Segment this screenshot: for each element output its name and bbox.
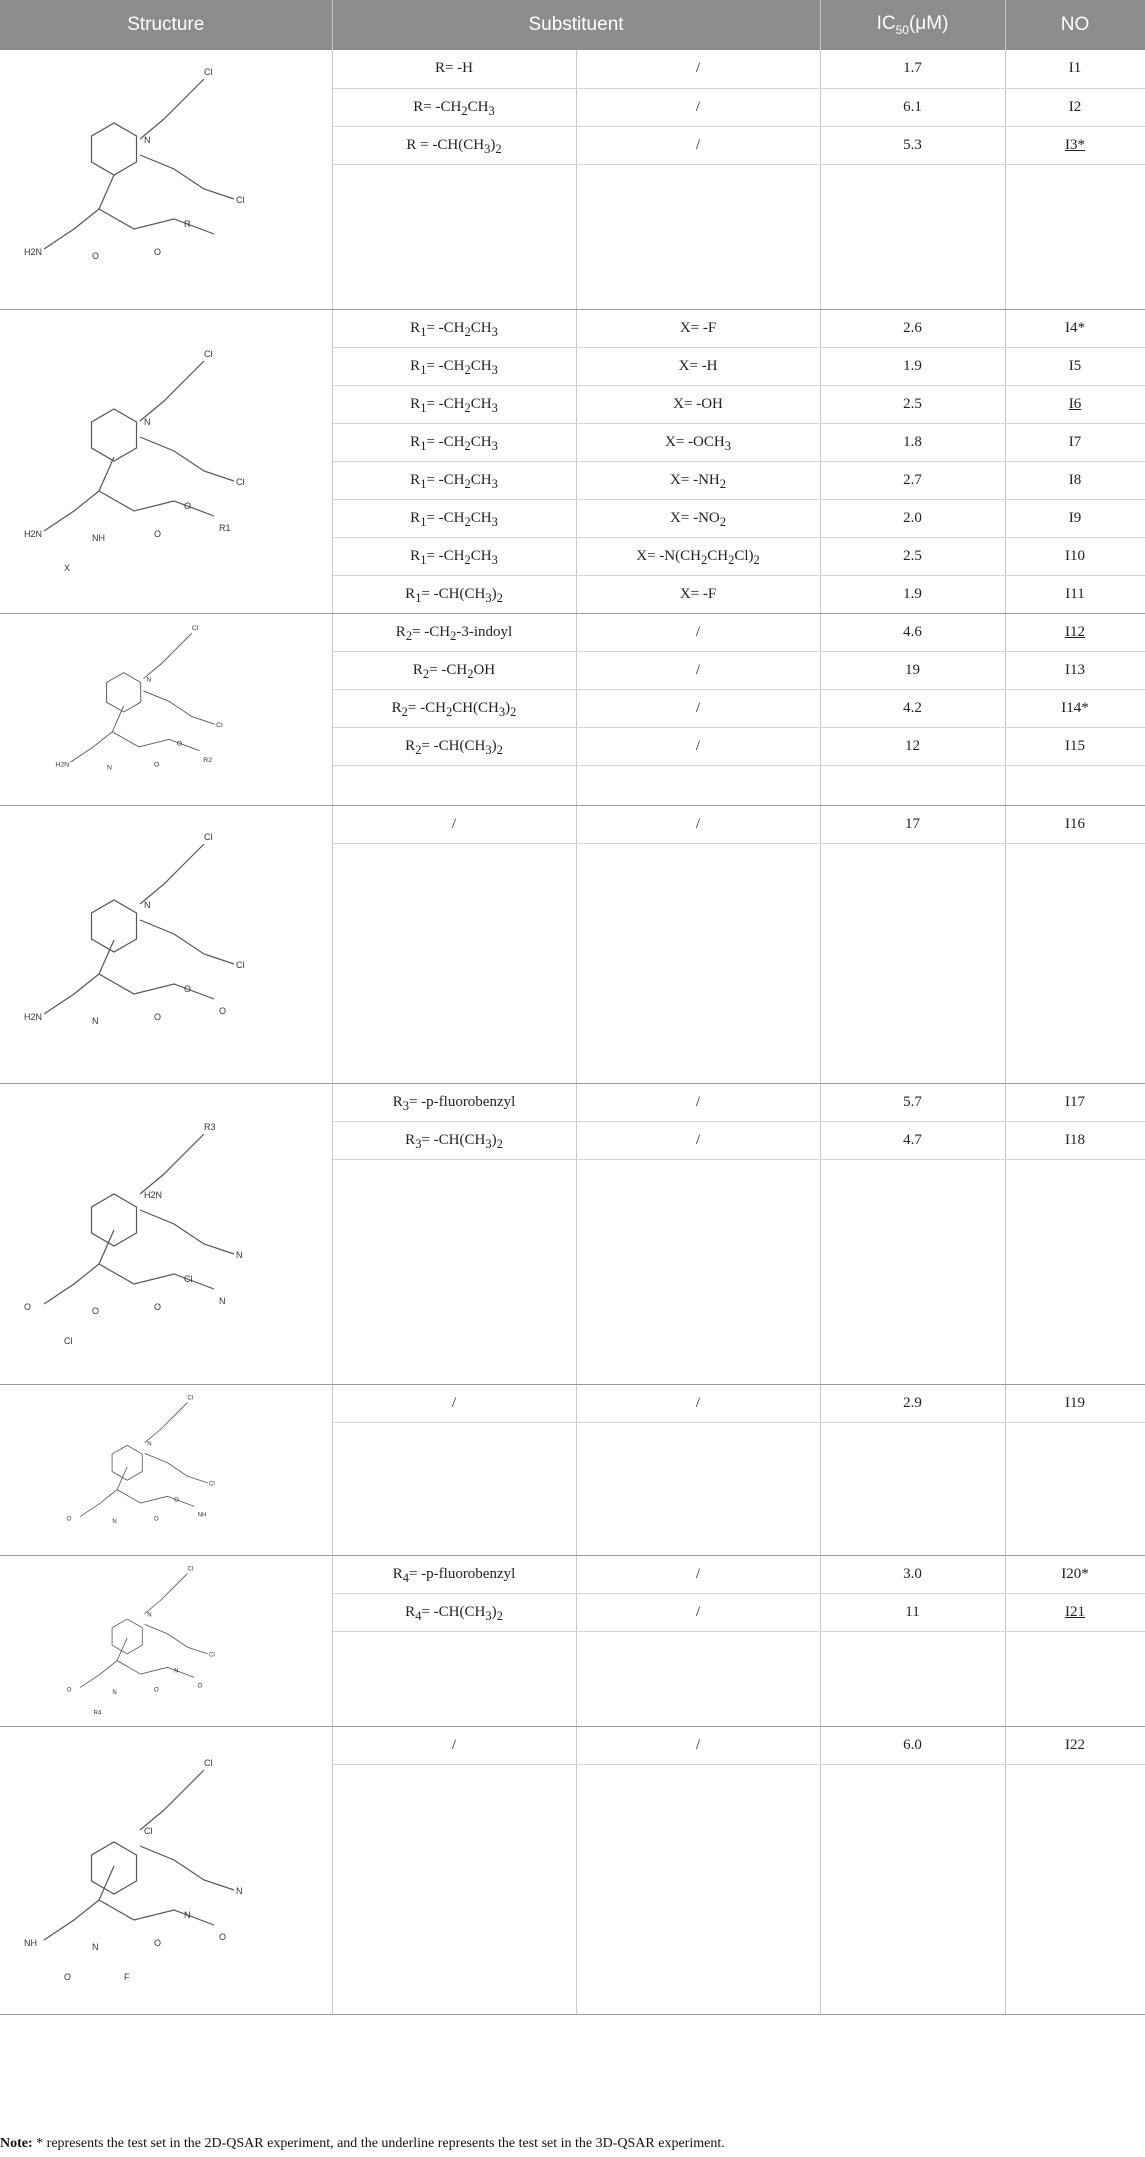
atom-label: N bbox=[174, 1668, 179, 1675]
empty-cell bbox=[576, 164, 820, 309]
atom-label: Cl bbox=[187, 1395, 194, 1402]
substituent-2-cell: $X= -NH_2$ bbox=[576, 461, 820, 499]
atom-label: Cl bbox=[204, 832, 213, 842]
ic50-cell: 4.7 bbox=[820, 1121, 1005, 1159]
compound-no-cell: I21 bbox=[1005, 1593, 1145, 1631]
empty-cell bbox=[1005, 1422, 1145, 1555]
benzene-ring bbox=[92, 409, 137, 461]
ic50-cell: 2.0 bbox=[820, 499, 1005, 537]
backbone bbox=[112, 732, 199, 751]
atom-label: Cl bbox=[204, 1758, 213, 1768]
backbone bbox=[99, 1900, 214, 1925]
atom-label: N bbox=[144, 417, 151, 427]
substituent-1-cell: $R_1= -CH_2CH_3$ bbox=[332, 423, 576, 461]
atom-label: O bbox=[176, 740, 183, 748]
chloroethyl-arm bbox=[140, 1846, 234, 1890]
ic50-cell: 1.9 bbox=[820, 575, 1005, 613]
empty-cell bbox=[576, 1422, 820, 1555]
substituent-1-cell: $R_1= -CH_2CH_3$ bbox=[332, 309, 576, 347]
substituent-1-cell: R= -H bbox=[332, 50, 576, 88]
substituent-1-cell: $R_1= -CH(CH_3)_2$ bbox=[332, 575, 576, 613]
compound-no-cell: I3* bbox=[1005, 126, 1145, 164]
ic50-cell: 2.5 bbox=[820, 385, 1005, 423]
ic50-cell: 12 bbox=[820, 727, 1005, 765]
substituent-2-cell: / bbox=[576, 126, 820, 164]
substituent-1-cell: / bbox=[332, 1726, 576, 1764]
compound-no-cell: I13 bbox=[1005, 651, 1145, 689]
chloroethyl-arm bbox=[140, 1770, 204, 1830]
chloroethyl-arm bbox=[140, 155, 234, 199]
empty-cell bbox=[332, 1159, 576, 1384]
empty-cell bbox=[820, 1422, 1005, 1555]
ic50-cell: 11 bbox=[820, 1593, 1005, 1631]
substituent-2-cell: / bbox=[576, 1593, 820, 1631]
table-row bbox=[0, 1384, 1145, 1422]
atom-label: N bbox=[112, 1690, 117, 1697]
ic50-cell: 5.7 bbox=[820, 1083, 1005, 1121]
header-structure: Structure bbox=[0, 0, 332, 50]
structure-cell bbox=[0, 1555, 332, 1726]
atom-label: Cl bbox=[144, 1826, 153, 1836]
ic50-cell: 5.3 bbox=[820, 126, 1005, 164]
atom-label: Cl bbox=[209, 1481, 215, 1488]
atom-label: N bbox=[147, 1441, 152, 1448]
substituent-1-cell: $R_2= -CH(CH_3)_2$ bbox=[332, 727, 576, 765]
chloroethyl-arm bbox=[145, 1624, 208, 1654]
chemical-structure-drawing bbox=[4, 1389, 304, 1550]
substituent-2-cell: / bbox=[576, 805, 820, 843]
compound-no-cell: I1 bbox=[1005, 50, 1145, 88]
empty-cell bbox=[576, 765, 820, 805]
empty-cell bbox=[576, 1631, 820, 1726]
atom-label: Cl bbox=[191, 625, 199, 633]
structure-cell bbox=[0, 1083, 332, 1384]
atom-label: R2 bbox=[203, 757, 213, 765]
compound-no-cell: I18 bbox=[1005, 1121, 1145, 1159]
atom-label: Cl bbox=[184, 1273, 193, 1284]
substituent-1-cell: / bbox=[332, 1384, 576, 1422]
atom-label: Cl bbox=[236, 195, 245, 206]
ic50-cell: 2.9 bbox=[820, 1384, 1005, 1422]
atom-label: H2N bbox=[24, 1012, 43, 1022]
atom-label: O bbox=[184, 501, 192, 511]
ic50-cell: 1.8 bbox=[820, 423, 1005, 461]
header-no: NO bbox=[1005, 0, 1145, 50]
table-row bbox=[0, 613, 1145, 651]
atom-label: R1 bbox=[219, 523, 231, 533]
substituent-2-cell: X= -F bbox=[576, 309, 820, 347]
substituent-2-cell: / bbox=[576, 651, 820, 689]
structure-cell bbox=[0, 309, 332, 613]
compound-no-cell: I15 bbox=[1005, 727, 1145, 765]
atom-label: Cl bbox=[204, 67, 213, 78]
chloroethyl-arm bbox=[145, 1573, 188, 1613]
benzene-ring bbox=[112, 1445, 142, 1480]
atom-label: O bbox=[154, 1012, 162, 1022]
atom-label: N bbox=[106, 764, 112, 772]
atom-label: Cl bbox=[64, 1335, 73, 1346]
empty-cell bbox=[332, 1764, 576, 2014]
atom-label: Cl bbox=[236, 960, 245, 970]
atom-label: N bbox=[146, 676, 152, 684]
substituent-1-cell: $R_4=$ -p-fluorobenzyl bbox=[332, 1555, 576, 1593]
substituent-2-cell: / bbox=[576, 727, 820, 765]
substituent-1-cell: $R_2=$ $-CH_2-3$-indoyl bbox=[332, 613, 576, 651]
chemical-structure-drawing bbox=[4, 1560, 304, 1721]
chloroethyl-arm bbox=[140, 437, 234, 481]
ic50-cell: 17 bbox=[820, 805, 1005, 843]
backbone bbox=[117, 1490, 194, 1507]
substituent-2-cell: X= -H bbox=[576, 347, 820, 385]
atom-label: O bbox=[92, 1305, 100, 1316]
backbone bbox=[99, 209, 214, 234]
atom-label: N bbox=[147, 1612, 152, 1619]
benzene-ring bbox=[112, 1619, 142, 1654]
empty-cell bbox=[1005, 1159, 1145, 1384]
empty-cell bbox=[820, 843, 1005, 1083]
atom-label: N bbox=[92, 1016, 99, 1026]
structure-cell bbox=[0, 50, 332, 309]
atom-label: Cl bbox=[216, 722, 223, 730]
atom-label: O bbox=[154, 247, 162, 258]
empty-cell bbox=[576, 843, 820, 1083]
empty-cell bbox=[1005, 765, 1145, 805]
chloroethyl-arm bbox=[143, 633, 192, 679]
chloroethyl-arm bbox=[145, 1453, 208, 1483]
atom-label: F bbox=[124, 1972, 130, 1982]
chloroethyl-arm bbox=[140, 361, 204, 421]
compound-no-cell: I19 bbox=[1005, 1384, 1145, 1422]
atom-label: Cl bbox=[204, 349, 213, 359]
compound-no-cell: I6 bbox=[1005, 385, 1145, 423]
compound-no-cell: I14* bbox=[1005, 689, 1145, 727]
empty-cell bbox=[576, 1764, 820, 2014]
atom-label: O bbox=[154, 761, 160, 769]
atom-label: O bbox=[154, 1301, 162, 1312]
ic50-cell: 1.7 bbox=[820, 50, 1005, 88]
substituent-1-cell: $R = -CH(CH_3)_2$ bbox=[332, 126, 576, 164]
atom-label: O bbox=[154, 1516, 159, 1523]
backbone bbox=[99, 491, 214, 516]
header-ic50: $IC_{50}(\mu M)$ bbox=[820, 0, 1005, 50]
empty-cell bbox=[1005, 164, 1145, 309]
compound-no-cell: I2 bbox=[1005, 88, 1145, 126]
chloroethyl-arm bbox=[140, 844, 204, 904]
atom-label: O bbox=[197, 1683, 203, 1690]
table-row bbox=[0, 1083, 1145, 1121]
substituent-2-cell: $X= -N(CH_2CH_2Cl)_2$ bbox=[576, 537, 820, 575]
substituent-1-cell: $R_3= -CH(CH_3)_2$ bbox=[332, 1121, 576, 1159]
compound-no-cell: I22 bbox=[1005, 1726, 1145, 1764]
atom-label: O bbox=[66, 1516, 72, 1523]
atom-label: N bbox=[219, 1295, 226, 1306]
compound-no-cell: I5 bbox=[1005, 347, 1145, 385]
substituent-1-cell: $R_1= -CH_2CH_3$ bbox=[332, 385, 576, 423]
ic50-cell: 19 bbox=[820, 651, 1005, 689]
substituent-1-cell: $R_2= -CH_2CH(CH_3)_2$ bbox=[332, 689, 576, 727]
atom-label: X bbox=[64, 563, 71, 573]
empty-cell bbox=[1005, 1764, 1145, 2014]
ic50-cell: 2.7 bbox=[820, 461, 1005, 499]
atom-label: N bbox=[112, 1519, 117, 1526]
compound-no-cell: I10 bbox=[1005, 537, 1145, 575]
substituent-1-cell: / bbox=[332, 805, 576, 843]
backbone bbox=[99, 1264, 214, 1289]
ic50-cell: 6.1 bbox=[820, 88, 1005, 126]
empty-cell bbox=[820, 164, 1005, 309]
atom-label: H2N bbox=[24, 247, 43, 258]
substituent-2-cell: / bbox=[576, 88, 820, 126]
substituent-2-cell: / bbox=[576, 1121, 820, 1159]
compound-no-cell: I20* bbox=[1005, 1555, 1145, 1593]
chemical-structure-drawing bbox=[4, 341, 304, 581]
empty-cell bbox=[1005, 843, 1145, 1083]
empty-cell bbox=[332, 1631, 576, 1726]
atom-label: N bbox=[144, 900, 151, 910]
atom-label: NH bbox=[24, 1938, 37, 1948]
atom-label: NH bbox=[197, 1512, 207, 1519]
atom-label: H2N bbox=[55, 761, 70, 769]
atom-label: O bbox=[154, 529, 162, 539]
atom-label: N bbox=[92, 1942, 99, 1952]
substituent-1-cell: $R_1= -CH_2CH_3$ bbox=[332, 461, 576, 499]
atom-label: O bbox=[24, 1301, 32, 1312]
compound-no-cell: I8 bbox=[1005, 461, 1145, 499]
chloroethyl-arm bbox=[140, 79, 204, 139]
ic50-cell: 2.6 bbox=[820, 309, 1005, 347]
benzene-ring bbox=[92, 1842, 137, 1894]
atom-label: R4 bbox=[93, 1710, 102, 1717]
substituent-2-cell: X= -F bbox=[576, 575, 820, 613]
substituent-2-cell: / bbox=[576, 50, 820, 88]
chemical-structure-drawing bbox=[4, 1750, 304, 1990]
compound-no-cell: I12 bbox=[1005, 613, 1145, 651]
chloroethyl-arm bbox=[140, 1134, 204, 1194]
atom-label: O bbox=[219, 1932, 227, 1942]
atom-label: H2N bbox=[144, 1189, 163, 1200]
atom-label: O bbox=[64, 1972, 72, 1982]
compound-no-cell: I16 bbox=[1005, 805, 1145, 843]
substituent-1-cell: $R_4= -CH(CH_3)_2$ bbox=[332, 1593, 576, 1631]
atom-label: O bbox=[174, 1497, 179, 1504]
compound-no-cell: I4* bbox=[1005, 309, 1145, 347]
chemical-structure-drawing bbox=[4, 1114, 304, 1354]
substituent-2-cell: $X= -NO_2$ bbox=[576, 499, 820, 537]
atom-label: O bbox=[184, 984, 192, 994]
ic50-cell: 6.0 bbox=[820, 1726, 1005, 1764]
substituent-1-cell: $R_1= -CH_2CH_3$ bbox=[332, 537, 576, 575]
structure-cell bbox=[0, 1384, 332, 1555]
chloroethyl-arm bbox=[140, 920, 234, 964]
backbone bbox=[99, 974, 214, 999]
benzene-ring bbox=[92, 900, 137, 952]
empty-cell bbox=[576, 1159, 820, 1384]
table-row bbox=[0, 805, 1145, 843]
empty-cell bbox=[820, 1159, 1005, 1384]
substituent-1-cell: $R_1= -CH_2CH_3$ bbox=[332, 499, 576, 537]
empty-cell bbox=[332, 765, 576, 805]
substituent-1-cell: $R_1= -CH_2CH_3$ bbox=[332, 347, 576, 385]
header-row bbox=[0, 0, 1145, 50]
atom-label: Cl bbox=[209, 1652, 215, 1659]
table-note: Note: * represents the test set in the 2D-QSAR experiment, and the underline represents the test set in the 3D-QSAR experiment. bbox=[0, 2136, 725, 2151]
empty-cell bbox=[820, 765, 1005, 805]
substituent-2-cell: / bbox=[576, 689, 820, 727]
chemical-structure-drawing bbox=[4, 824, 304, 1064]
atom-label: N bbox=[236, 1886, 243, 1896]
chloroethyl-arm bbox=[145, 1402, 188, 1442]
atom-label: N bbox=[144, 135, 151, 146]
ic50-cell: 4.6 bbox=[820, 613, 1005, 651]
backbone bbox=[117, 1661, 194, 1678]
atom-label: N bbox=[236, 1249, 243, 1260]
table-row bbox=[0, 1555, 1145, 1593]
compound-no-cell: I11 bbox=[1005, 575, 1145, 613]
substituent-2-cell: / bbox=[576, 1555, 820, 1593]
substituent-1-cell: $R_3=$ -p-fluorobenzyl bbox=[332, 1083, 576, 1121]
structure-cell bbox=[0, 1726, 332, 2014]
ic50-cell: 3.0 bbox=[820, 1555, 1005, 1593]
substituent-1-cell: $R= -CH_2CH_3$ bbox=[332, 88, 576, 126]
atom-label: H2N bbox=[24, 529, 43, 539]
header-substituent: Substituent bbox=[332, 0, 820, 50]
atom-label: N bbox=[184, 1910, 191, 1920]
atom-label: R3 bbox=[204, 1121, 216, 1132]
empty-cell bbox=[332, 843, 576, 1083]
substituent-2-cell: / bbox=[576, 1083, 820, 1121]
atom-label: O bbox=[66, 1687, 72, 1694]
empty-cell bbox=[1005, 1631, 1145, 1726]
atom-label: O bbox=[154, 1687, 159, 1694]
structure-cell bbox=[0, 613, 332, 805]
benzene-ring bbox=[92, 1194, 137, 1246]
atom-label: O bbox=[92, 251, 100, 262]
empty-cell bbox=[332, 164, 576, 309]
atom-label: Cl bbox=[236, 477, 245, 487]
empty-cell bbox=[332, 1422, 576, 1555]
atom-label: R bbox=[184, 219, 191, 230]
table-row bbox=[0, 309, 1145, 347]
atom-label: O bbox=[219, 1006, 227, 1016]
ic50-cell: 1.9 bbox=[820, 347, 1005, 385]
table-row bbox=[0, 50, 1145, 88]
compound-no-cell: I7 bbox=[1005, 423, 1145, 461]
chloroethyl-arm bbox=[143, 691, 214, 724]
chemical-structure-drawing bbox=[4, 59, 304, 299]
benzene-ring bbox=[92, 123, 137, 175]
atom-label: NH bbox=[92, 533, 105, 543]
atom-label: O bbox=[154, 1938, 162, 1948]
ic50-cell: 4.2 bbox=[820, 689, 1005, 727]
atom-label: Cl bbox=[187, 1566, 194, 1573]
substituent-2-cell: $X= -OCH_3$ bbox=[576, 423, 820, 461]
compound-no-cell: I17 bbox=[1005, 1083, 1145, 1121]
table-row bbox=[0, 1726, 1145, 1764]
compound-no-cell: I9 bbox=[1005, 499, 1145, 537]
ic50-cell: 2.5 bbox=[820, 537, 1005, 575]
substituent-2-cell: / bbox=[576, 1726, 820, 1764]
substituent-2-cell: / bbox=[576, 613, 820, 651]
empty-cell bbox=[820, 1631, 1005, 1726]
chemical-structure-drawing bbox=[4, 618, 304, 800]
substituent-1-cell: $R_2= -CH_2OH$ bbox=[332, 651, 576, 689]
empty-cell bbox=[820, 1764, 1005, 2014]
substituent-2-cell: / bbox=[576, 1384, 820, 1422]
substituent-2-cell: X= -OH bbox=[576, 385, 820, 423]
structure-cell bbox=[0, 805, 332, 1083]
chloroethyl-arm bbox=[140, 1210, 234, 1254]
